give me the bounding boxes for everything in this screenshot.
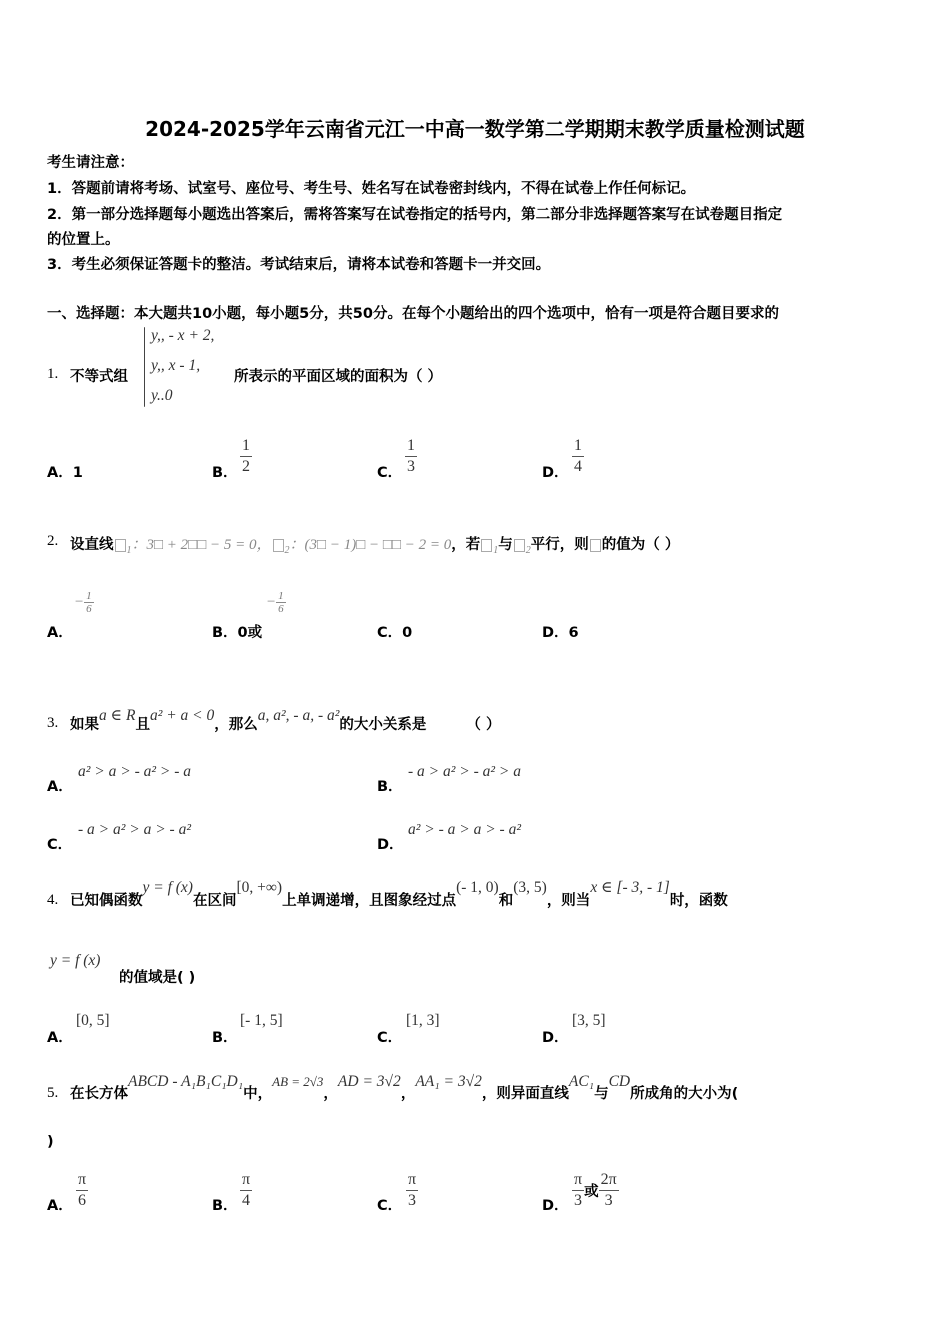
q1-option-c-label: C． bbox=[377, 465, 403, 481]
q3-option-d-label: D． bbox=[377, 837, 404, 853]
q5-math-2: AB = 2√3 bbox=[272, 1074, 324, 1089]
q5-option-b-label: B． bbox=[212, 1198, 238, 1214]
q4-text-1: 已知偶函数 bbox=[70, 893, 143, 909]
q2-text-5: 的值为（ ） bbox=[601, 537, 680, 553]
q3-answer-paren: （ ） bbox=[466, 717, 501, 733]
q4-option-a-expr: [0, 5] bbox=[76, 1012, 110, 1029]
q2-option-a-minus: − bbox=[74, 594, 85, 610]
q1-ineq-1: y,, - x + 2, bbox=[151, 327, 215, 344]
q5-text-1: 在长方体 bbox=[70, 1086, 128, 1102]
q2-option-b-fraction: $\frac{1}{6}$ bbox=[278, 590, 284, 615]
q5-text-8: ) bbox=[47, 1134, 54, 1150]
q4-option-d-expr: [3, 5] bbox=[572, 1012, 606, 1029]
q4-math-2: [0, +∞) bbox=[236, 879, 283, 896]
notice-item-2-cont: 的位置上。 bbox=[47, 232, 120, 248]
q3-stem bbox=[70, 706, 500, 734]
q2-l-symbol-2 bbox=[273, 539, 284, 552]
q4-option-c-expr: [1, 3] bbox=[406, 1012, 440, 1029]
q5-stem bbox=[70, 1073, 738, 1103]
q4-option-c-label: C． bbox=[377, 1030, 403, 1046]
q2-option-a-label: A． bbox=[47, 625, 73, 641]
q2-text-2: ，若 bbox=[451, 537, 481, 553]
q4-math-5: x ∈ [- 3, - 1] bbox=[590, 879, 670, 896]
q2-option-b-expr bbox=[266, 590, 286, 615]
q2-a-symbol bbox=[590, 539, 601, 552]
q3-number: 3. bbox=[47, 715, 59, 731]
q2-l2-ref bbox=[514, 539, 525, 552]
q3-text-1: 如果 bbox=[70, 717, 99, 733]
q2-l2-ref-sub: 2 bbox=[525, 544, 531, 556]
q5-option-c-label: C． bbox=[377, 1198, 403, 1214]
q5-math-4: AA₁ = 3√2 bbox=[415, 1073, 482, 1090]
q2-option-d: D．6 bbox=[542, 625, 579, 641]
q5-option-d-fraction-1: $\frac{\pi}{3}$ bbox=[574, 1171, 583, 1209]
q5-text-2: 中， bbox=[243, 1086, 273, 1102]
q5-math-1: ABCD - A₁B₁C₁D₁ bbox=[128, 1073, 244, 1090]
q4-text-7: 的值域是( ) bbox=[119, 970, 196, 986]
q2-option-c: C．0 bbox=[377, 625, 413, 641]
q4-option-d-label: D． bbox=[542, 1030, 569, 1046]
q4-math-6: y = f (x) bbox=[50, 952, 101, 969]
q3-option-b-expr: - a > a² > - a² > a bbox=[408, 763, 521, 780]
q5-option-a-fraction: $\frac{\pi}{6}$ bbox=[78, 1171, 87, 1209]
q1-option-c-fraction: $\frac{1}{3}$ bbox=[407, 437, 415, 475]
q1-option-b-label: B． bbox=[212, 465, 238, 481]
q2-l1-sub: 1 bbox=[126, 544, 132, 556]
q5-option-d-label: D． bbox=[542, 1198, 569, 1214]
q1-option-d-fraction: $\frac{1}{4}$ bbox=[574, 437, 582, 475]
q2-option-b-label: B．0或 bbox=[212, 625, 263, 641]
q3-option-c-expr: - a > a² > a > - a² bbox=[78, 821, 191, 838]
q3-text-4: 的大小关系是 bbox=[339, 717, 427, 733]
q2-stem bbox=[70, 533, 679, 556]
notice-heading: 考生请注意： bbox=[47, 155, 134, 171]
q5-math-6: CD bbox=[608, 1073, 631, 1090]
q3-option-a-expr: a² > a > - a² > - a bbox=[78, 763, 191, 780]
q2-option-b-minus: − bbox=[266, 594, 277, 610]
q1-option-b-fraction: $\frac{1}{2}$ bbox=[242, 437, 250, 475]
q1-ineq-3: y..0 bbox=[151, 387, 173, 404]
q1-ineq-2: y,, x - 1, bbox=[151, 357, 201, 374]
q2-l1-ref bbox=[481, 539, 492, 552]
notice-item-2: 2．第一部分选择题每小题选出答案后，需将答案写在试卷指定的括号内，第二部分非选择题答案写在试卷题目指定 bbox=[47, 207, 783, 223]
q3-text-3: ，那么 bbox=[214, 717, 258, 733]
q2-l-symbol bbox=[115, 539, 126, 552]
q5-math-5: AC₁ bbox=[568, 1073, 595, 1090]
q3-math-2: a² + a < 0 bbox=[149, 707, 215, 724]
q2-l2-sub: 2 bbox=[284, 544, 290, 556]
q5-text-5: ，则异面直线 bbox=[481, 1086, 569, 1102]
q2-option-a-expr bbox=[74, 590, 94, 615]
q2-equation-2: ：(3□ − 1)□ − □□ − 2 = 0 bbox=[289, 537, 452, 553]
q1-suffix: 所表示的平面区域的面积为（ ） bbox=[234, 369, 443, 385]
q5-option-d-or: 或 bbox=[584, 1184, 599, 1200]
q2-text-3: 与 bbox=[498, 537, 513, 553]
q5-option-b-fraction: $\frac{\pi}{4}$ bbox=[242, 1171, 251, 1209]
q5-text-4: ， bbox=[400, 1086, 416, 1102]
q5-option-d-expr bbox=[572, 1170, 619, 1211]
section-heading: 一、选择题：本大题共10小题，每小题5分，共50分。在每个小题给出的四个选项中，恰有一项是符合题目要求的 bbox=[47, 306, 779, 322]
notice-item-3: 3．考生必须保证答题卡的整洁。考试结束后，请将本试卷和答题卡一并交回。 bbox=[47, 257, 551, 273]
q5-text-6: 与 bbox=[594, 1086, 609, 1102]
q1-number: 1. bbox=[47, 366, 59, 382]
page-title: 2024-2025学年云南省元江一中高一数学第二学期期末教学质量检测试题 bbox=[145, 117, 805, 141]
q5-option-a-label: A． bbox=[47, 1198, 73, 1214]
notice-item-1: 1．答题前请将考场、试室号、座位号、考生号、姓名写在试卷密封线内，不得在试卷上作任何标记。 bbox=[47, 181, 696, 197]
q4-text-3: 上单调递增，且图象经过点 bbox=[282, 893, 457, 909]
q5-math-3: AD = 3√2 bbox=[337, 1073, 401, 1090]
q1-option-a: A．1 bbox=[47, 465, 83, 481]
q3-option-c-label: C． bbox=[47, 837, 73, 853]
q4-option-a-label: A． bbox=[47, 1030, 73, 1046]
q2-option-a-fraction: $\frac{1}{6}$ bbox=[86, 590, 92, 615]
q1-prefix: 不等式组 bbox=[70, 369, 128, 385]
q3-option-b-label: B． bbox=[377, 779, 403, 795]
q1-option-d-label: D． bbox=[542, 465, 569, 481]
q4-option-b-expr: [- 1, 5] bbox=[240, 1012, 283, 1029]
q5-option-c-fraction: $\frac{\pi}{3}$ bbox=[408, 1171, 417, 1209]
q5-text-3: ， bbox=[323, 1086, 338, 1102]
q2-number: 2. bbox=[47, 533, 59, 549]
q4-option-b-label: B． bbox=[212, 1030, 238, 1046]
q5-text-7: 所成角的大小为( bbox=[630, 1086, 739, 1102]
q3-math-1: a ∈ R bbox=[99, 707, 136, 724]
q4-math-1: y = f (x) bbox=[142, 879, 193, 896]
q4-number: 4. bbox=[47, 892, 59, 908]
q4-math-3: (- 1, 0) bbox=[456, 879, 499, 896]
q4-text-4: 和 bbox=[498, 893, 514, 909]
q4-text-2: 在区间 bbox=[192, 893, 237, 909]
q3-math-3: a, a², - a, - a² bbox=[257, 707, 340, 724]
q4-text-5: ，则当 bbox=[546, 893, 591, 909]
q2-text-1: 设直线 bbox=[70, 537, 114, 553]
q5-number: 5. bbox=[47, 1085, 59, 1101]
q2-l1-ref-sub: 1 bbox=[493, 544, 499, 556]
q1-brace bbox=[144, 327, 145, 407]
q2-equation-1: ：3□ + 2□□ − 5 = 0， bbox=[131, 537, 272, 553]
q2-text-4: 平行，则 bbox=[530, 537, 589, 553]
q3-option-a-label: A． bbox=[47, 779, 73, 795]
q3-option-d-expr: a² > - a > a > - a² bbox=[408, 821, 521, 838]
q4-text-6: 时，函数 bbox=[669, 893, 728, 909]
q4-math-4: (3, 5) bbox=[513, 879, 547, 896]
q5-option-d-fraction-2: $\frac{2\pi}{3}$ bbox=[600, 1171, 617, 1209]
q4-stem bbox=[70, 878, 728, 910]
q3-text-2: 且 bbox=[135, 717, 150, 733]
